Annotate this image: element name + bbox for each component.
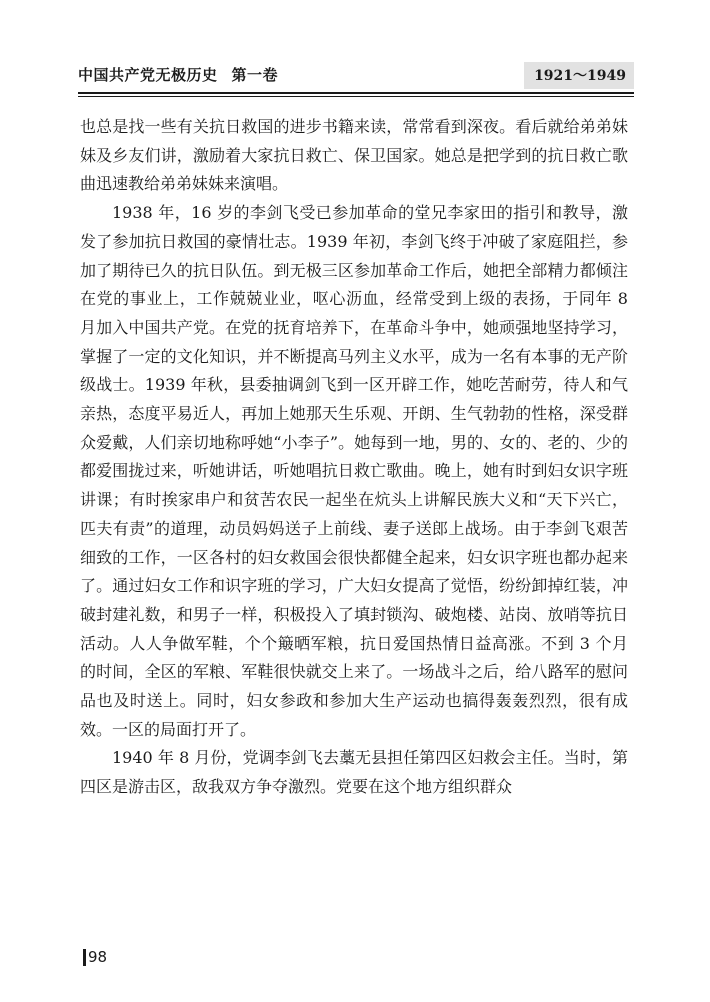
body-text bbox=[80, 113, 628, 802]
header-rule bbox=[78, 92, 634, 94]
running-header bbox=[78, 62, 634, 92]
book-title bbox=[78, 64, 278, 85]
header-rule-thin bbox=[78, 96, 634, 97]
paragraph-1938: 1938 年，16 岁的李剑飞受已参加革命的堂兄李家田的指引和教导，激发了参加抗日救国的豪情壮志。1939 年初，李剑飞终于冲破了家庭阻拦，参加了期待已久的抗日队伍。到无极三区参加革命工作后，她把全部精力都倾注在党的事业上，工作兢兢业业，呕心沥血，经常受到上级的表扬，于同年 8 月加入中国共产党。在党的抚育培养下，在革命斗争中，她顽强地坚持学习，掌握了一定的文化知识，并不断提高马列主义水平，成为一名有本事的无产阶级战士。1939 年秋，县委抽调剑飞到一区开辟工作，她吃苦耐劳，待人和气亲热，态度平易近人，再加上她那天生乐观、开朗、生气勃勃的性格，深受群众爱戴，人们亲切地称呼她“小李子”。她每到一地，男的、女的、老的、少的都爱围拢过来，听她讲话，听她唱抗日救亡歌曲。晚上，她有时到妇女识字班讲课；有时挨家串户和贫苦农民一起坐在炕头上讲解民族大义和“天下兴亡，匹夫有责”的道理，动员妈妈送子上前线、妻子送郎上战场。由于李剑飞艰苦细致的工作，一区各村的妇女救国会很快都健全起来，妇女识字班也都办起来了。通过妇女工作和识字班的学习，广大妇女提高了觉悟，纷纷卸掉红装，冲破封建礼数，和男子一样，积极投入了填封锁沟、破炮楼、站岗、放哨等抗日活动。人人争做军鞋，个个簸晒军粮，抗日爱国热情日益高涨。不到 3 个月的时间，全区的军粮、军鞋很快就交上来了。一场战斗之后，给八路军的慰问品也及时送上。同时，妇女参政和参加大生产运动也搞得轰轰烈烈，很有成效。一区的局面打开了。 bbox=[80, 203, 628, 739]
paragraph-1940: 1940 年 8 月份，党调李剑飞去藁无县担任第四区妇救会主任。当时，第四区是游击区，敌我双方争夺激烈。党要在这个地方组织群众 bbox=[80, 748, 628, 797]
paragraph-continued: 也总是找一些有关抗日救国的进步书籍来读，常常看到深夜。看后就给弟弟妹妹及乡友们讲，激励着大家抗日救亡、保卫国家。她总是把学到的抗日救亡歌曲迅速教给弟弟妹妹来演唱。 bbox=[80, 117, 628, 194]
book-title-text: 中国共产党无极历史 bbox=[78, 66, 218, 84]
page-footer bbox=[83, 948, 107, 966]
page-number: 98 bbox=[88, 948, 108, 966]
page-marker-bar bbox=[83, 949, 86, 966]
volume-label: 第一卷 bbox=[231, 66, 279, 84]
year-range-badge: 1921～1949 bbox=[524, 62, 634, 89]
